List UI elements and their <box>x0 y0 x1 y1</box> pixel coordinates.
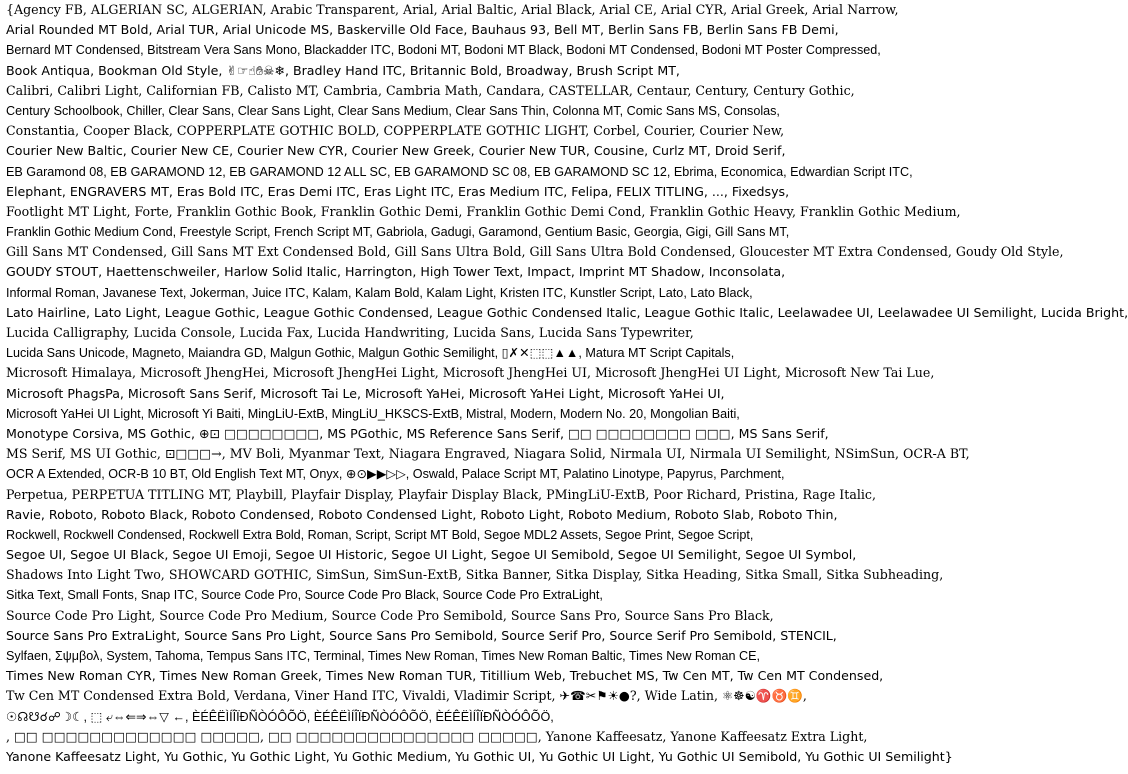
font-list-line: Lucida Calligraphy, Lucida Console, Lucida Fax, Lucida Handwriting, Lucida Sans, Lucida Sans Typewriter, <box>6 325 694 340</box>
font-list-line: , □□ □□□□□□□□□□□□□ □□□□□, □□ □□□□□□□□□□□□□□□ □□□□□, Yanone Kaffeesatz, Yanone Kaffeesatz Extra Light, <box>6 728 868 744</box>
font-list-line: {Agency FB, ALGERIAN SC, ALGERIAN, Arabic Transparent, Arial, Arial Baltic, Arial Black, Arial CE, Arial CYR, Arial Greek, Arial Narrow, <box>6 2 899 17</box>
font-list-line: Microsoft YaHei UI Light, Microsoft Yi Baiti, MingLiU-ExtB, MingLiU_HKSCS-ExtB, Mistral, Modern, Modern No. 20, Mongolian Baiti, <box>6 406 740 421</box>
font-list-line: Informal Roman, Javanese Text, Jokerman, Juice ITC, Kalam, Kalam Bold, Kalam Light, Kristen ITC, Kunstler Script, Lato, Lato Black, <box>6 285 753 300</box>
font-list-line: Book Antiqua, Bookman Old Style, ✌︎☞︎☝︎✋︎☠︎❄︎, Bradley Hand ITC, Britannic Bold, Broadway, Brush Script MT, <box>6 62 680 78</box>
font-list-line: OCR A Extended, OCR-B 10 BT, Old English Text MT, Onyx, ⊕⊙▶▶▷▷, Oswald, Palace Script MT, Palatino Linotype, Papyrus, Parchment, <box>6 467 785 482</box>
font-list-line: Source Code Pro Light, Source Code Pro Medium, Source Code Pro Semibold, Source Sans Pro, Source Sans Pro Black, <box>6 607 774 623</box>
font-list-line: MS Serif, MS UI Gothic, ⊡□□□→, MV Boli, Myanmar Text, Niagara Engraved, Niagara Solid, Nirmala UI, Nirmala UI Semilight, NSimSun, OCR-A BT, <box>6 446 970 462</box>
font-list-line: Sylfaen, Σψμβολ, System, Tahoma, Tempus Sans ITC, Terminal, Times New Roman, Times New Roman Baltic, Times New Roman CE, <box>6 649 761 663</box>
font-list-line: Calibri, Calibri Light, Californian FB, Calisto MT, Cambria, Cambria Math, Candara, CASTELLAR, Centaur, Century, Century Gothic, <box>6 82 855 98</box>
font-list-line: Lucida Sans Unicode, Magneto, Maiandra GD, Malgun Gothic, Malgun Gothic Semilight, ▯✗✕⬚⬚▲▲, Matura MT Script Capitals, <box>6 346 735 361</box>
font-list-line: Gill Sans MT Condensed, Gill Sans MT Ext Condensed Bold, Gill Sans Ultra Bold, Gill Sans Ultra Bold Condensed, Gloucester MT Extra Condensed, Goudy Old Style, <box>6 244 1064 260</box>
font-list-line: ☉☊☋☌☍☽☾, ⬚ ⤶⇔⇐⇒⇔▽ ←, ÈÉÊËÌÍÎÏÐÑÒÓÔÕÖ, ÈÉÊËÌÍÎÏÐÑÒÓÔÕÖ, ÈÉÊËÌÍÎÏÐÑÒÓÔÕÖ, <box>6 709 554 724</box>
font-list-line: Perpetua, PERPETUA TITLING MT, Playbill, Playfair Display, Playfair Display Black, PMingLiU-ExtB, Poor Richard, Pristina, Rage Italic, <box>6 486 876 502</box>
font-list-line: Century Schoolbook, Chiller, Clear Sans, Clear Sans Light, Clear Sans Medium, Clear Sans Thin, Colonna MT, Comic Sans MS, Consolas, <box>6 103 780 118</box>
font-list-line: Arial Rounded MT Bold, Arial TUR, Arial Unicode MS, Baskerville Old Face, Bauhaus 93, Bell MT, Berlin Sans FB, Berlin Sans FB Demi, <box>6 22 839 38</box>
font-list-line: Courier New Baltic, Courier New CE, Courier New CYR, Courier New Greek, Courier New TUR, Cousine, Curlz MT, Droid Serif, <box>6 143 786 159</box>
font-list-line: Source Sans Pro ExtraLight, Source Sans Pro Light, Source Sans Pro Semibold, Source Serif Pro, Source Serif Pro Semibold, STENCIL, <box>6 627 837 643</box>
font-list-line: Microsoft PhagsPa, Microsoft Sans Serif, Microsoft Tai Le, Microsoft YaHei, Microsoft YaHei Light, Microsoft YaHei UI, <box>6 385 725 401</box>
font-list-line: Bernard MT Condensed, Bitstream Vera Sans Mono, Blackadder ITC, Bodoni MT, Bodoni MT Black, Bodoni MT Condensed, Bodoni MT Poster Compressed, <box>6 43 881 58</box>
font-list-line: Constantia, Cooper Black, COPPERPLATE GOTHIC BOLD, COPPERPLATE GOTHIC LIGHT, Corbel, Courier, Courier New, <box>6 123 785 139</box>
font-list-line: Microsoft Himalaya, Microsoft JhengHei, Microsoft JhengHei Light, Microsoft JhengHei UI, Microsoft JhengHei UI Light, Microsoft New Tai Lue, <box>6 365 935 381</box>
font-list-line: Elephant, ENGRAVERS MT, Eras Bold ITC, Eras Demi ITC, Eras Light ITC, Eras Medium ITC, Felipa, FELIX TITLING, ..., Fixedsys, <box>6 183 790 199</box>
font-list-line: Sitka Text, Small Fonts, Snap ITC, Source Code Pro, Source Code Pro Black, Source Code Pro ExtraLight, <box>6 588 603 603</box>
font-list-line: Monotype Corsiva, MS Gothic, ⊕⊡ □□□□□□□□, MS PGothic, MS Reference Sans Serif, □□ □□□□□□□□ □□□, MS Sans Serif, <box>6 425 829 441</box>
font-list-line: Footlight MT Light, Forte, Franklin Gothic Book, Franklin Gothic Demi, Franklin Gothic Demi Cond, Franklin Gothic Heavy, Franklin Gothic Medium, <box>6 203 961 219</box>
font-list-line: Segoe UI, Segoe UI Black, Segoe UI Emoji, Segoe UI Historic, Segoe UI Light, Segoe UI Semibold, Segoe UI Semilight, Segoe UI Symbol, <box>6 547 857 563</box>
font-list-line: GOUDY STOUT, Haettenschweiler, Harlow Solid Italic, Harrington, High Tower Text, Impact, Imprint MT Shadow, Inconsolata, <box>6 264 786 280</box>
font-list-line: EB Garamond 08, EB GARAMOND 12, EB GARAMOND 12 ALL SC, EB GARAMOND SC 08, EB GARAMOND SC 12, Ebrima, Economica, Edwardian Script ITC, <box>6 164 913 179</box>
font-list-line: Rockwell, Rockwell Condensed, Rockwell Extra Bold, Roman, Script, Script MT Bold, Segoe MDL2 Assets, Segoe Print, Segoe Script, <box>6 527 754 542</box>
font-list-line: Times New Roman CYR, Times New Roman Greek, Times New Roman TUR, Titillium Web, Trebuchet MS, Tw Cen MT, Tw Cen MT Condensed, <box>6 668 884 684</box>
font-list-line: Ravie, Roboto, Roboto Black, Roboto Condensed, Roboto Condensed Light, Roboto Light, Roboto Medium, Roboto Slab, Roboto Thin, <box>6 506 838 522</box>
font-list-line: Tw Cen MT Condensed Extra Bold, Verdana, Viner Hand ITC, Vivaldi, Vladimir Script, ✈☎✂⚑☀●?, Wide Latin, ⚛☸☯♈♉♊, <box>6 688 807 704</box>
font-list-line: Franklin Gothic Medium Cond, Freestyle Script, French Script MT, Gabriola, Gadugi, Garamond, Gentium Basic, Georgia, Gigi, Gill Sans MT, <box>6 225 790 240</box>
font-list-line: Yanone Kaffeesatz Light, Yu Gothic, Yu Gothic Light, Yu Gothic Medium, Yu Gothic UI, Yu Gothic UI Light, Yu Gothic UI Semibold, Yu Gothic UI Semilight} <box>6 748 953 764</box>
font-list-line: Lato Hairline, Lato Light, League Gothic, League Gothic Condensed, League Gothic Condensed Italic, League Gothic Italic, Leelawadee UI, Leelawadee UI Semilight, Lucida Bright, <box>6 304 1128 320</box>
font-list-line: Shadows Into Light Two, SHOWCARD GOTHIC, SimSun, SimSun-ExtB, Sitka Banner, Sitka Display, Sitka Heading, Sitka Small, Sitka Subheading, <box>6 567 944 583</box>
